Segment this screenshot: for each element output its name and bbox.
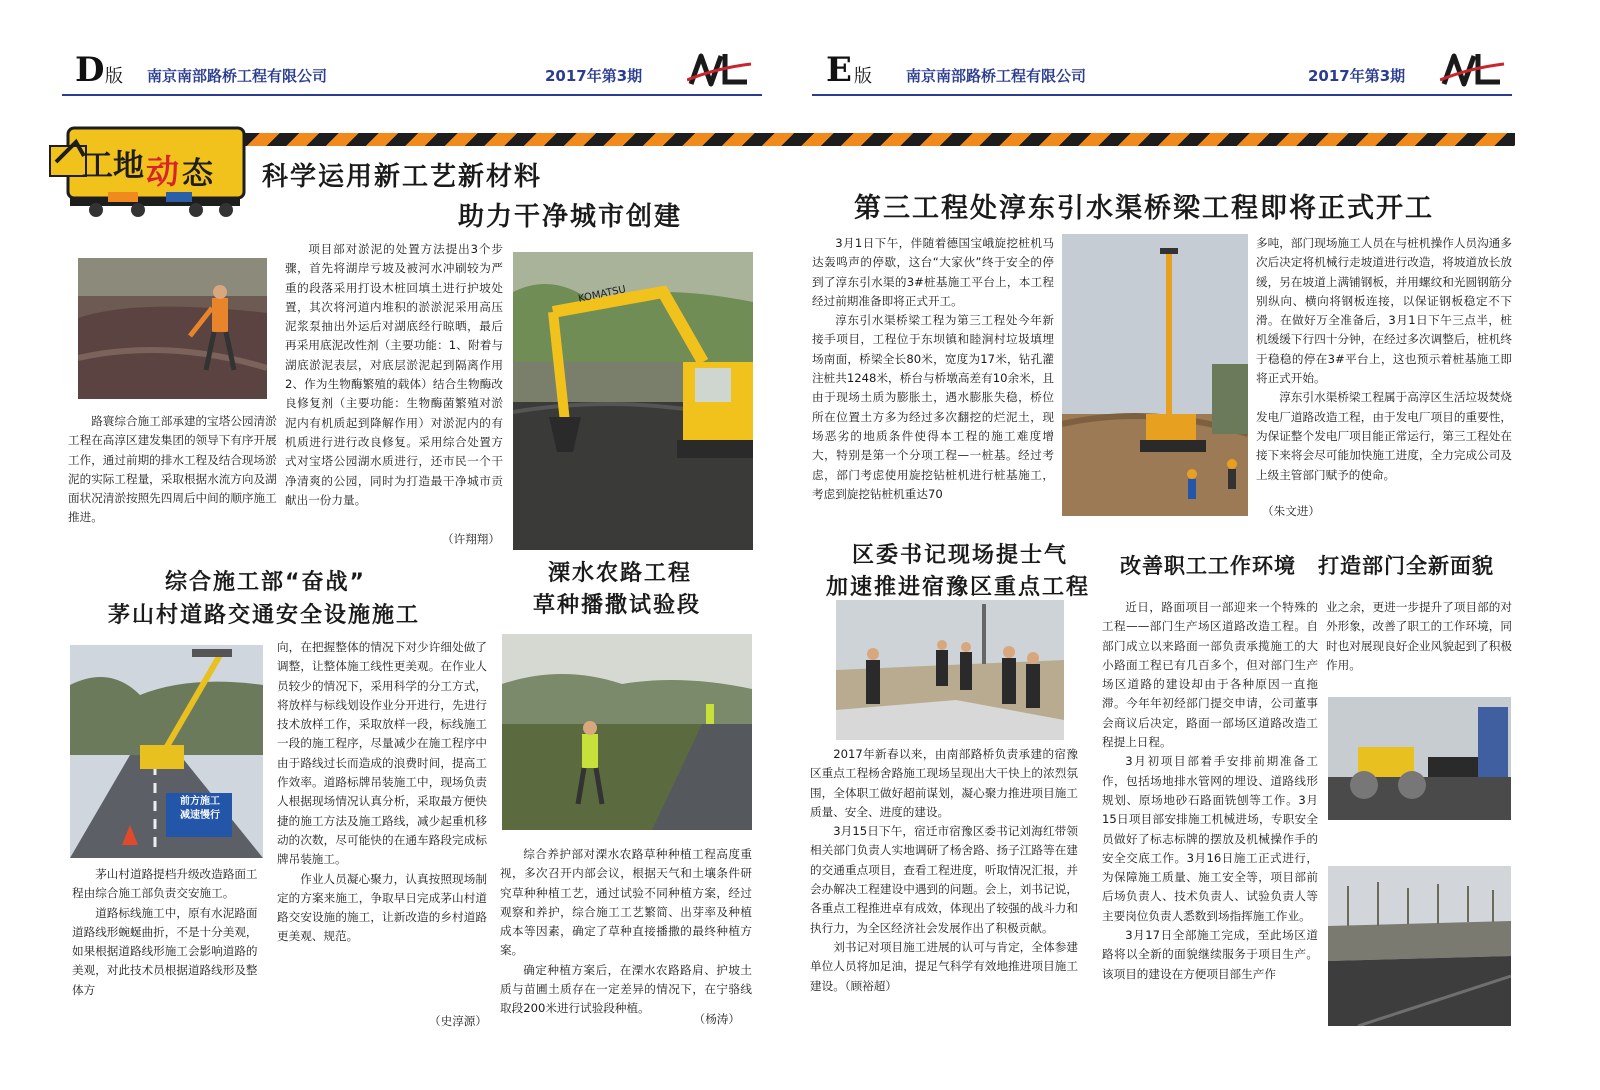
badge-text-2: 动 [146, 152, 179, 191]
page-letter: E [826, 50, 852, 90]
article-body: 近日，路面项目一部迎来一个特殊的工程——部门生产场区道路改造工程。自部门成立以来路面一部负责承揽施工的大小路面工程已有几百多个，但对部门生产场区道路的建设却由于各种原因一直拖滞。今年年初经部门提交申请，公司董事会商议后决定，路面一部场区道路改造工程提上日程。 3月初项目部着手安排前期准备工作，包括场地排水管网的埋设、道路线形规划、原场地砂石路面铣刨等工作。3月15日项目部安排施工机械进场，专职安全员做好了标志标牌的摆放及机械操作手的安全交底工作。3月16日施工正式进行，为保障施工质量、施工安全等，项目部前后场负责人、技术负责人、试验负责人等主要岗位负责人悉数到场指挥施工作业。 3月17日全部施工完成，至此场区道路将以全新的面貌继续服务于项目生产。该项目的建设在方便项目部生产作 [1102, 600, 1318, 981]
photo-grass-seeding [502, 634, 752, 830]
article-caption: 茅山村道路提档升级改造路面工程由综合施工部负责交安施工。 道路标线施工中，原有水泥路面道路线形蜿蜒曲折，不是十分美观，如果根据道路线形施工会影响道路的美观，对此技术员根据道路线形及整体方 [72, 867, 258, 997]
photo-site-visit [836, 600, 1064, 740]
photo-sign-crane [70, 645, 263, 858]
article-subtitle: 草种播撒试验段 [533, 593, 702, 618]
article-title: 第三工程处淳东引水渠桥梁工程即将正式开工 [854, 193, 1434, 224]
header-rule [62, 94, 762, 96]
article-byline: （许翔翔） [442, 532, 500, 546]
header-rule [812, 94, 1512, 96]
photo-new-road [1328, 866, 1511, 1026]
page-letter: D [75, 50, 105, 90]
badge-text-3: 态 [182, 156, 213, 192]
article-subtitle: 加速推进宿豫区重点工程 [826, 575, 1091, 600]
article-body: 综合养护部对溧水农路草种种植工程高度重视，多次召开内部会议，根据天气和土壤条件研究草种种植工艺，通过试验不同种植方案，经过观察和养护，综合施工工艺繁简、出芽率及种植成本等因素，确定了草种直接播撒的最终种植方案。 确定种植方案后，在溧水农路路肩、护坡土质与苗圃土质存在一定差异的情况下，在宁骆线取段200米进行试验段种植。 [500, 847, 752, 1016]
article-byline: （朱文进） [1262, 504, 1320, 518]
article-subtitle: 茅山村道路交通安全设施施工 [108, 603, 421, 628]
photo-dredging-worker [78, 258, 267, 399]
right-page-header [826, 50, 1516, 96]
page-ban: 版 [854, 66, 872, 87]
svg-text:KOMATSU: KOMATSU [577, 284, 627, 305]
page-ban: 版 [105, 66, 123, 87]
article-title: 综合施工部“奋战” [165, 570, 366, 595]
company-name: 南京南部路桥工程有限公司 [147, 67, 328, 85]
issue-number: 2017年第3期 [545, 67, 643, 85]
article-body: 多吨，部门现场施工人员在与桩机操作人员沟通多次后决定将机械行走坡道进行改造，将坡道放长放缓，另在坡道上满铺钢板，并用螺纹和光圆钢筋分别纵向、横向将钢板连接，以保证钢板稳定不下滑。在做好万全准备后，3月1日下午三点半，桩机缓缓下行四十分钟，在经过多次调整后，桩机终于稳稳的停在3#平台上，这也预示着桩基施工即将正式开始。 淳东引水渠桥梁工程属于高淳区生活垃圾焚烧发电厂道路改造工程，由于发电厂项目的重要性，为保证整个发电厂项目能正常运行，第三工程处在接下来将会尽可能加快施工进度，全力完成公司及上级主管部门赋予的使命。 [1256, 236, 1512, 482]
article-title: 科学运用新工艺新材料 [262, 162, 543, 192]
sign-line-1: 前方施工 [180, 796, 220, 807]
company-name: 南京南部路桥工程有限公司 [906, 67, 1087, 85]
road-sign [174, 795, 226, 823]
sign-line-2: 减速慢行 [180, 810, 220, 821]
article-body: 项目部对淤泥的处置方法提出3个步骤，首先将湖岸亏坡及被河水冲刷较为严重的段落采用打设木桩回填土进行护坡处置，其次将河道内堆积的淤淤泥采用高压泥浆泵抽出外运后对湖底经行晾晒，最后再采用底泥改性剂（主要功能：1、附着与湖底淤泥表层，对底层淤泥起到隔离作用2、作为生物酶繁殖的载体）结合生物酶改良修复剂（主要功能：生物酶菌繁殖对淤泥内有机质起到降解作用）对淤泥内的有机质进行进行改良修复。采用综合处置方式对宝塔公园湖水质进行，还市民一个干净清爽的公园，同时为打造最干净城市贡献出一份力量。 [285, 242, 503, 507]
photo-rotary-drilling-rig [1062, 234, 1248, 516]
article-body: 3月1日下午，伴随着德国宝峨旋挖桩机马达轰鸣声的停歇，这台“大家伙”终于安全的停到了淳东引水渠的3#桩基施工平台上，本工程经过前期准备即将正式开工。 淳东引水渠桥梁工程为第三工程处今年新接手项目，工程位于东坝镇和睦涧村垃圾填埋场南面，桥梁全长80米，宽度为17米，钻孔灌注桩共1248米，桥台与桥墩高差有10余米，且由于现场土质为膨胀土，遇水膨胀失稳，桥位所在位置土方多为经过多次翻挖的烂泥土，现场恶劣的地质条件使得本工程的施工难度增大，特别是第一个分项工程—一桩基。经过考虑，部门考虑使用旋挖钻桩机进行桩基施工，考虑到旋挖钻桩机重达70 [812, 236, 1054, 501]
left-page-header [75, 50, 765, 96]
badge-text-1: 工地 [82, 148, 144, 184]
company-logo-icon [687, 50, 753, 90]
photo-komatsu-excavator [513, 252, 753, 550]
issue-number: 2017年第3期 [1308, 67, 1406, 85]
article-body: 业之余，更进一步提升了项目部的对外形象，改善了职工的工作环境，同时也对展现良好企业风貌起到了积极作用。 [1326, 600, 1512, 672]
photo-road-roller [1328, 697, 1511, 820]
article-title: 改善职工工作环境 打造部门全新面貌 [1120, 554, 1494, 578]
article-title: 区委书记现场提士气 [852, 543, 1069, 568]
construction-stripe [240, 133, 1515, 146]
article-caption: 路寰综合施工部承建的宝塔公园清淤工程在高淳区建发集团的领导下有序开展工作，通过前期的排水工程及结合现场淤泥的实际工程量，采取根据水流方向及湖面状况清淤按照先四周后中间的顺序施工推进。 [68, 414, 277, 525]
article-body: 2017年新春以来，由南部路桥负责承建的宿豫区重点工程杨舍路施工现场呈现出大干快上的浓烈氛围，全体职工做好超前谋划，凝心聚力推进项目施工质量、安全、进度的建设。 3月15日下午，宿迁市宿豫区委书记刘海红带领相关部门负责人实地调研了杨舍路、扬子江路等在建的交通重点项目，查看工程进度，听取情况汇报，并会办解决工程建设中遇到的问题。会上，刘书记说，各重点工程推进卓有成效，体现出了较强的战斗力和执行力，为全区经济社会发展作出了积极贡献。 刘书记对项目施工进展的认可与肯定，全体参建单位人员将加足油，提足气科学有效地推进项目施工建设。（顾裕超） [810, 747, 1078, 993]
company-logo-icon [1440, 50, 1506, 90]
article-body: 向，在把握整体的情况下对少许细处做了调整，让整体施工线性更美观。在作业人员较少的情况下，采用科学的分工方式，将放样与标线划设作业分开进行，先进行技术放样工作，采取放样一段，标线施工一段的施工程序，尽量减少在施工程序中由于路线过长而造成的浪费时间，提高工作效率。道路标牌吊装施工中，现场负责人根据现场情况认真分析，采取最方便快捷的施工方法及施工路线，减少起重机移动的次数，尽可能快的在通车路段完成标牌吊装施工。 作业人员凝心聚力，认真按照现场制定的方案来施工，争取早日完成茅山村道路交安设施的施工，让新改造的乡村道路更美观、规范。 [277, 640, 487, 944]
section-badge [46, 122, 252, 220]
article-byline: （杨涛） [693, 1012, 740, 1026]
article-title: 溧水农路工程 [548, 561, 693, 586]
article-byline: （史淳源） [429, 1014, 487, 1028]
article-subtitle: 助力干净城市创建 [458, 202, 683, 232]
